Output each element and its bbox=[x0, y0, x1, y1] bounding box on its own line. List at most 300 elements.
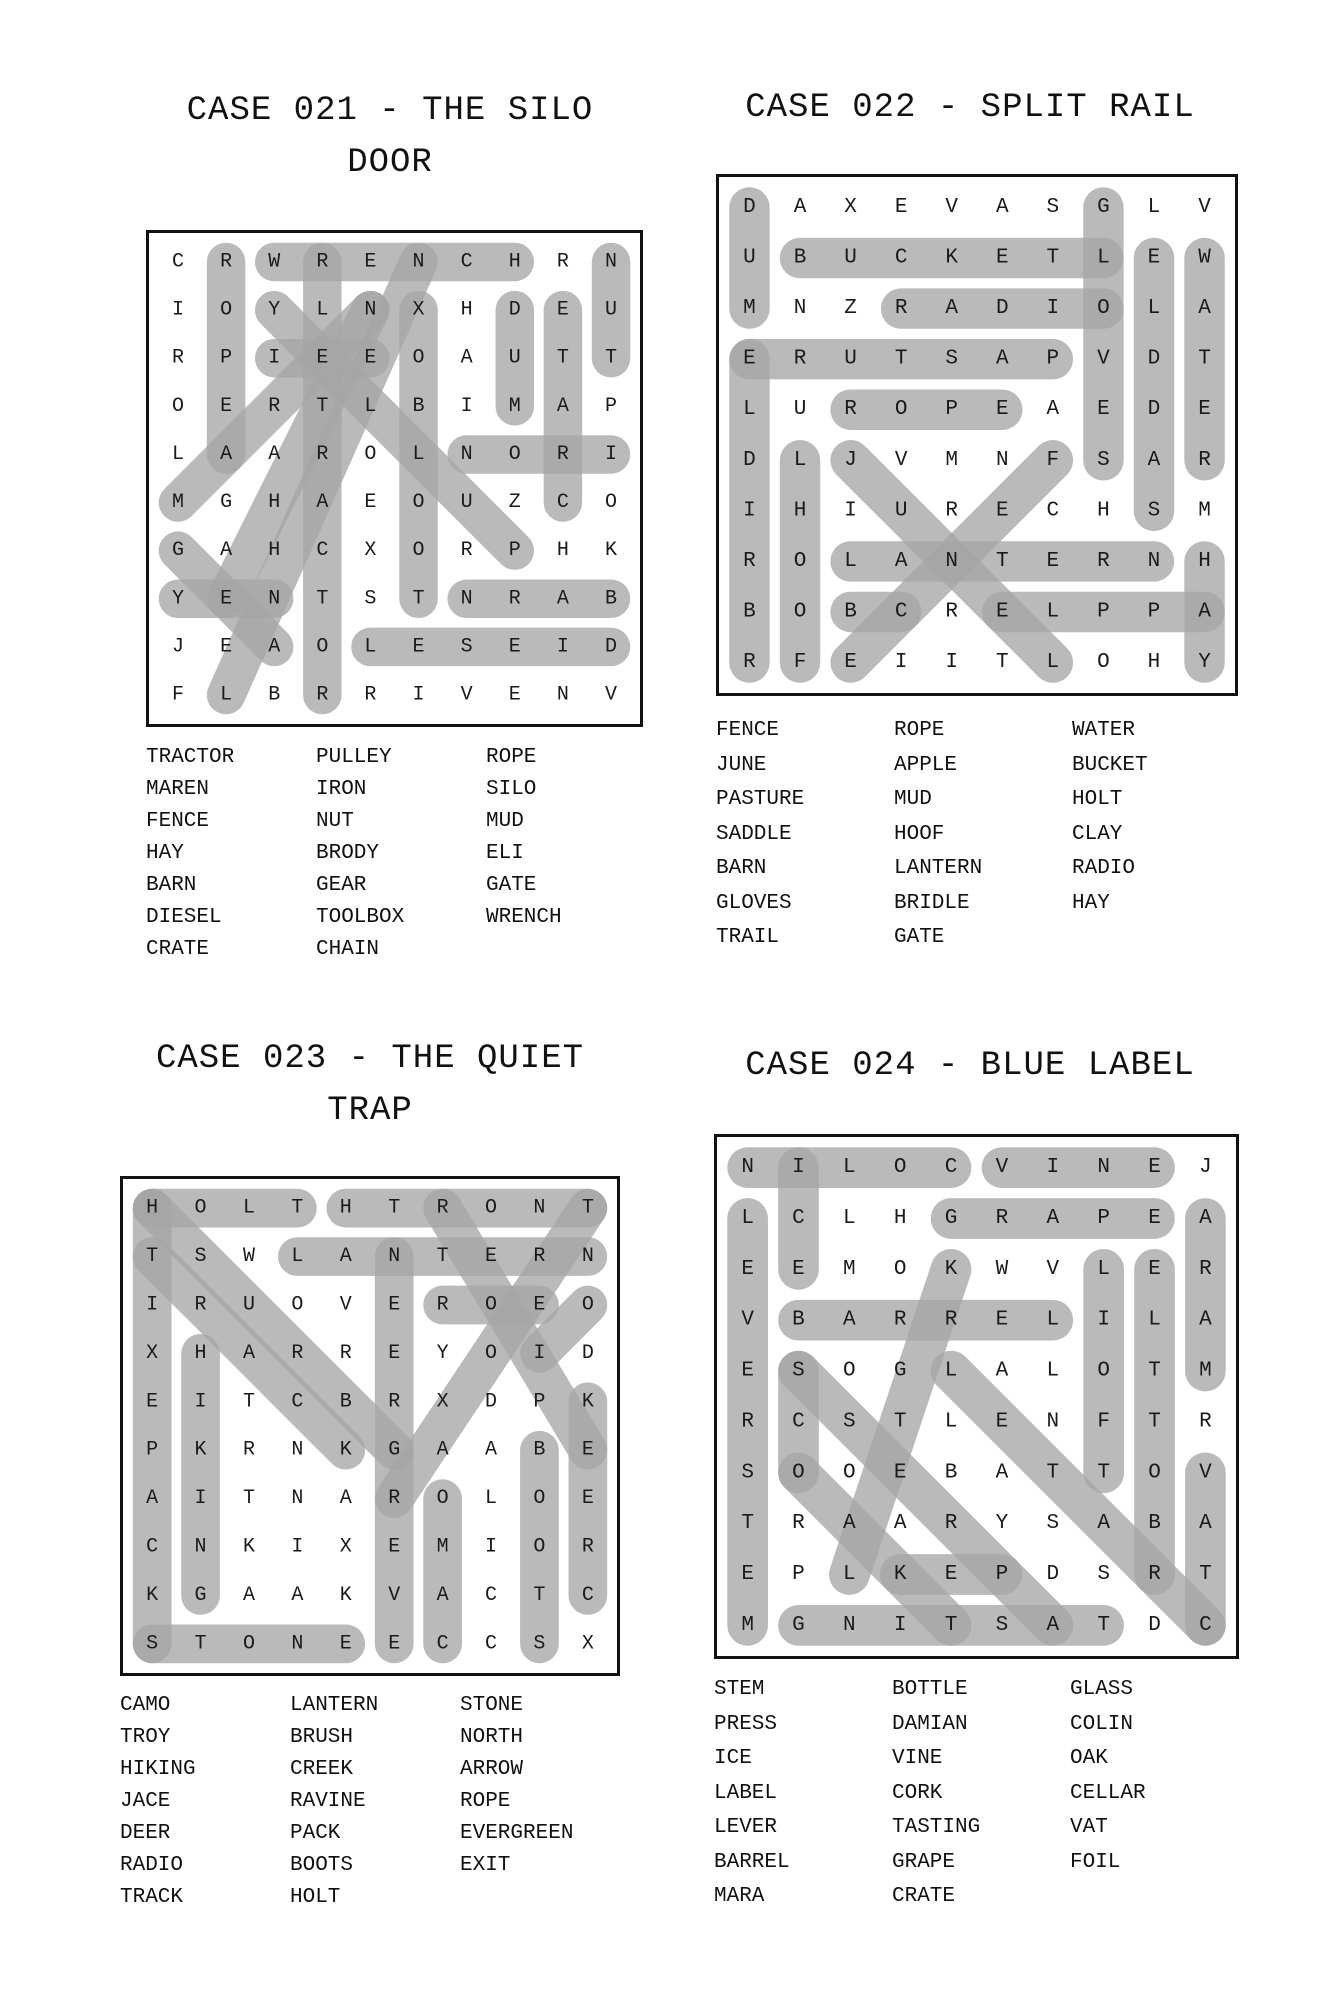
word-list-item: LANTERN bbox=[290, 1694, 379, 1717]
grid-letter: A bbox=[485, 1438, 498, 1462]
grid-letter: T bbox=[944, 1613, 958, 1637]
grid-letter: T bbox=[1199, 1563, 1212, 1587]
grid-letter: D bbox=[508, 298, 521, 322]
grid-letter: F bbox=[171, 683, 184, 707]
grid-letter: R bbox=[388, 1390, 401, 1414]
grid-letter: A bbox=[1147, 448, 1161, 472]
grid-letter: H bbox=[460, 298, 473, 322]
grid-letter: E bbox=[220, 587, 233, 611]
grid-letter: R bbox=[944, 1308, 958, 1332]
grid-letter: O bbox=[1097, 297, 1110, 321]
grid-letter: A bbox=[1046, 1613, 1060, 1637]
grid-letter: E bbox=[146, 1390, 159, 1414]
grid-letter: L bbox=[364, 635, 377, 659]
grid-letter: N bbox=[460, 442, 473, 466]
grid-letter: H bbox=[268, 539, 281, 563]
word-list-item: NUT bbox=[316, 810, 354, 833]
word-list-item: FENCE bbox=[146, 810, 210, 833]
grid-letter: I bbox=[194, 1390, 207, 1414]
grid-letter: J bbox=[171, 635, 184, 659]
grid-letter: C bbox=[1046, 499, 1060, 523]
word-list-item: ROPE bbox=[894, 719, 945, 742]
word-list-item: ICE bbox=[714, 1747, 752, 1770]
word-list-item: MUD bbox=[486, 810, 524, 833]
grid-letter: T bbox=[242, 1487, 255, 1511]
grid-letter: N bbox=[291, 1487, 304, 1511]
grid-letter: O bbox=[194, 1196, 207, 1220]
grid-letter: O bbox=[508, 442, 521, 466]
grid-letter: O bbox=[893, 1156, 907, 1180]
grid-letter: R bbox=[436, 1293, 449, 1317]
grid-letter: C bbox=[581, 1583, 594, 1607]
word-list-item: JUNE bbox=[716, 753, 767, 777]
grid-letter: N bbox=[605, 250, 618, 274]
grid-letter: H bbox=[893, 1206, 907, 1230]
grid-letter: T bbox=[893, 1410, 907, 1434]
grid-letter: A bbox=[436, 1438, 449, 1462]
grid-letter: O bbox=[843, 1359, 856, 1383]
grid-letter: I bbox=[605, 442, 618, 466]
grid-letter: G bbox=[388, 1438, 401, 1462]
grid-letter: J bbox=[1199, 1156, 1212, 1180]
word-list-item: ARROW bbox=[460, 1758, 524, 1781]
grid-letter: R bbox=[995, 1206, 1009, 1230]
grid-letter: E bbox=[894, 195, 908, 219]
grid-letter: N bbox=[1046, 1410, 1060, 1434]
word-list-item: ROPE bbox=[460, 1790, 511, 1813]
grid-letter: D bbox=[1147, 398, 1161, 422]
grid-letter: S bbox=[843, 1410, 856, 1434]
grid-letter: M bbox=[436, 1535, 449, 1559]
grid-letter: O bbox=[533, 1535, 546, 1559]
grid-letter: T bbox=[316, 394, 329, 418]
grid-letter: E bbox=[741, 1257, 754, 1281]
grid-letter: O bbox=[581, 1293, 594, 1317]
grid-letter: U bbox=[793, 398, 807, 422]
grid-letter: R bbox=[844, 398, 857, 422]
grid-letter: E bbox=[995, 1308, 1009, 1332]
word-list-item: FOIL bbox=[1070, 1850, 1121, 1874]
grid-letter: U bbox=[460, 491, 473, 515]
word-list-item: HAY bbox=[146, 842, 184, 865]
word-list-item: GLOVES bbox=[716, 891, 792, 915]
grid-letter: T bbox=[1148, 1359, 1161, 1383]
grid-letter: N bbox=[945, 549, 959, 573]
grid-letter: R bbox=[508, 587, 521, 611]
grid-letter: X bbox=[364, 539, 377, 563]
grid-letter: T bbox=[1046, 246, 1060, 270]
grid-letter: U bbox=[844, 246, 857, 270]
grid-letter: C bbox=[792, 1410, 805, 1434]
letter-grid bbox=[146, 230, 643, 727]
grid-letter: A bbox=[1199, 1206, 1212, 1230]
grid-letter: B bbox=[339, 1390, 352, 1414]
grid-letter: C bbox=[894, 600, 908, 624]
grid-letter: L bbox=[485, 1487, 498, 1511]
grid-letter: M bbox=[1198, 499, 1211, 523]
grid-letter: C bbox=[316, 539, 329, 563]
grid-letter: R bbox=[436, 1196, 449, 1220]
grid-letter: K bbox=[146, 1583, 159, 1607]
grid-letter: E bbox=[508, 635, 521, 659]
grid-letter: R bbox=[945, 600, 959, 624]
grid-letter: E bbox=[1148, 1257, 1161, 1281]
grid-letter: U bbox=[894, 499, 908, 523]
grid-letter: R bbox=[364, 683, 377, 707]
word-list-item: CORK bbox=[892, 1781, 943, 1805]
word-list-item: TOOLBOX bbox=[316, 906, 405, 929]
grid-letter: R bbox=[1198, 448, 1211, 472]
word-list-item: IRON bbox=[316, 778, 367, 801]
word-list-item: SILO bbox=[486, 778, 537, 801]
grid-letter: I bbox=[792, 1156, 805, 1180]
grid-letter: H bbox=[1147, 651, 1161, 675]
puzzle-title: CASE 023 - THE QUIET TRAP bbox=[155, 1040, 585, 1130]
grid-letter: U bbox=[508, 346, 521, 370]
grid-letter: R bbox=[893, 1308, 907, 1332]
grid-letter: R bbox=[1097, 549, 1110, 573]
grid-letter: R bbox=[556, 250, 569, 274]
grid-letter: Y bbox=[995, 1512, 1009, 1536]
word-list-item: RAVINE bbox=[290, 1790, 366, 1813]
word-list-item: PASTURE bbox=[716, 788, 805, 811]
grid-letter: O bbox=[793, 600, 807, 624]
grid-letter: N bbox=[843, 1613, 856, 1637]
grid-letter: S bbox=[364, 587, 377, 611]
grid-letter: R bbox=[171, 346, 184, 370]
grid-letter: I bbox=[844, 499, 857, 523]
grid-letter: V bbox=[995, 1156, 1009, 1180]
grid-letter: B bbox=[533, 1438, 546, 1462]
grid-letter: K bbox=[194, 1438, 207, 1462]
grid-letter: O bbox=[291, 1293, 304, 1317]
grid-letter: I bbox=[412, 683, 425, 707]
grid-letter: E bbox=[1148, 1156, 1161, 1180]
word-list-column bbox=[460, 1690, 573, 1882]
grid-letter: M bbox=[843, 1257, 856, 1281]
grid-letter: E bbox=[508, 683, 521, 707]
grid-letter: C bbox=[485, 1632, 498, 1656]
grid-letter: A bbox=[843, 1512, 856, 1536]
grid-letter: A bbox=[436, 1583, 449, 1607]
grid-letter: I bbox=[1046, 1156, 1060, 1180]
grid-letter: E bbox=[893, 1461, 907, 1485]
grid-letter: R bbox=[793, 347, 807, 371]
grid-letter: I bbox=[460, 394, 473, 418]
grid-letter: C bbox=[171, 250, 184, 274]
grid-letter: R bbox=[1199, 1410, 1212, 1434]
grid-letter: A bbox=[1046, 398, 1060, 422]
grid-letter: H bbox=[339, 1196, 352, 1220]
grid-letter: E bbox=[741, 1359, 754, 1383]
grid-letter: I bbox=[743, 499, 756, 523]
letter-grid bbox=[714, 1134, 1239, 1659]
grid-letter: L bbox=[291, 1245, 304, 1269]
grid-letter: O bbox=[412, 539, 425, 563]
grid-letter: O bbox=[485, 1293, 498, 1317]
grid-letter: H bbox=[508, 250, 521, 274]
grid-letter: S bbox=[1097, 1563, 1110, 1587]
grid-letter: B bbox=[605, 587, 618, 611]
grid-letter: E bbox=[995, 1410, 1009, 1434]
grid-letter: K bbox=[339, 1438, 352, 1462]
grid-letter: A bbox=[556, 587, 569, 611]
grid-letter: E bbox=[533, 1293, 546, 1317]
grid-letter: O bbox=[1097, 1359, 1110, 1383]
word-list-item: TRACTOR bbox=[146, 746, 235, 769]
grid-letter: L bbox=[1097, 246, 1110, 270]
grid-letter: X bbox=[412, 298, 425, 322]
grid-letter: T bbox=[533, 1583, 546, 1607]
grid-letter: T bbox=[894, 347, 908, 371]
grid-letter: R bbox=[316, 250, 329, 274]
grid-letter: L bbox=[242, 1196, 255, 1220]
word-list-item: CAMO bbox=[120, 1694, 171, 1717]
grid-letter: D bbox=[581, 1341, 594, 1365]
grid-letter: O bbox=[605, 491, 618, 515]
grid-letter: X bbox=[436, 1390, 449, 1414]
grid-letter: I bbox=[146, 1293, 159, 1317]
word-list-column bbox=[120, 1690, 196, 1914]
word-list-item: TRACK bbox=[120, 1886, 184, 1909]
grid-letter: F bbox=[1046, 448, 1060, 472]
grid-letter: B bbox=[793, 246, 807, 270]
word-list-item: RADIO bbox=[1072, 857, 1136, 880]
grid-letter: E bbox=[1147, 246, 1161, 270]
grid-letter: M bbox=[171, 491, 184, 515]
grid-letter: P bbox=[146, 1438, 159, 1462]
grid-letter: E bbox=[995, 398, 1009, 422]
grid-letter: C bbox=[485, 1583, 498, 1607]
grid-letter: S bbox=[995, 1613, 1009, 1637]
word-list-item: HOOF bbox=[894, 822, 945, 846]
word-list-item: OAK bbox=[1070, 1747, 1108, 1770]
word-list-item: GATE bbox=[486, 874, 537, 897]
word-list-item: PACK bbox=[290, 1822, 341, 1845]
grid-letter: D bbox=[485, 1390, 498, 1414]
grid-letter: D bbox=[995, 297, 1009, 321]
grid-letter: L bbox=[1046, 1308, 1060, 1332]
word-list-column bbox=[146, 742, 234, 966]
grid-letter: T bbox=[194, 1632, 207, 1656]
grid-letter: L bbox=[843, 1206, 856, 1230]
grid-letter: C bbox=[291, 1390, 304, 1414]
grid-letter: G bbox=[893, 1359, 907, 1383]
grid-letter: L bbox=[364, 394, 377, 418]
grid-letter: R bbox=[388, 1487, 401, 1511]
grid-canvas bbox=[149, 233, 640, 724]
grid-letter: D bbox=[743, 195, 756, 219]
grid-letter: L bbox=[1148, 1308, 1161, 1332]
grid-letter: B bbox=[844, 600, 857, 624]
grid-letter: E bbox=[364, 491, 377, 515]
grid-letter: D bbox=[605, 635, 618, 659]
grid-letter: R bbox=[220, 250, 233, 274]
grid-letter: N bbox=[460, 587, 473, 611]
word-list-item: LANTERN bbox=[894, 857, 983, 880]
grid-letter: M bbox=[741, 1613, 754, 1637]
word-list-item: WRENCH bbox=[486, 906, 562, 929]
grid-letter: R bbox=[1199, 1257, 1212, 1281]
grid-letter: A bbox=[1198, 600, 1211, 624]
grid-letter: T bbox=[1046, 1461, 1060, 1485]
grid-letter: P bbox=[792, 1563, 805, 1587]
grid-letter: T bbox=[242, 1390, 255, 1414]
grid-letter: R bbox=[316, 442, 329, 466]
grid-letter: S bbox=[1046, 195, 1060, 219]
word-list-item: BARREL bbox=[714, 1850, 790, 1874]
grid-letter: P bbox=[605, 394, 618, 418]
grid-letter: L bbox=[412, 442, 425, 466]
grid-letter: H bbox=[1097, 499, 1110, 523]
grid-letter: N bbox=[291, 1632, 304, 1656]
puzzle-title: CASE 022 - SPLIT RAIL bbox=[745, 89, 1195, 127]
word-list-item: BRUSH bbox=[290, 1726, 354, 1749]
word-list-item: BRIDLE bbox=[894, 891, 970, 915]
grid-letter: R bbox=[581, 1535, 594, 1559]
word-list-item: VAT bbox=[1070, 1816, 1108, 1839]
grid-letter: E bbox=[1198, 398, 1211, 422]
grid-letter: I bbox=[1046, 297, 1060, 321]
word-list-item: MUD bbox=[894, 788, 932, 811]
grid-letter: U bbox=[743, 246, 756, 270]
grid-letter: O bbox=[412, 491, 425, 515]
word-list-item: BOTTLE bbox=[892, 1678, 968, 1701]
grid-letter: E bbox=[995, 600, 1009, 624]
grid-letter: N bbox=[741, 1156, 754, 1180]
word-list-column bbox=[714, 1673, 790, 1915]
grid-letter: O bbox=[533, 1487, 546, 1511]
grid-letter: R bbox=[792, 1512, 805, 1536]
grid-letter: T bbox=[995, 651, 1009, 675]
grid-letter: A bbox=[316, 491, 329, 515]
grid-letter: K bbox=[605, 539, 618, 563]
grid-letter: A bbox=[291, 1583, 304, 1607]
grid-letter: O bbox=[412, 346, 425, 370]
grid-letter: L bbox=[1046, 1359, 1060, 1383]
grid-letter: B bbox=[412, 394, 425, 418]
grid-letter: V bbox=[1198, 195, 1211, 219]
word-list-item: TRAIL bbox=[716, 926, 780, 949]
word-list-item: MAREN bbox=[146, 778, 210, 801]
grid-letter: L bbox=[316, 298, 329, 322]
grid-letter: B bbox=[1148, 1512, 1161, 1536]
word-list-item: COLIN bbox=[1070, 1712, 1134, 1736]
grid-letter: K bbox=[893, 1563, 907, 1587]
grid-letter: R bbox=[741, 1410, 754, 1434]
grid-letter: I bbox=[485, 1535, 498, 1559]
word-list-item: STEM bbox=[714, 1678, 765, 1701]
grid-letter: P bbox=[533, 1390, 546, 1414]
grid-letter: G bbox=[792, 1613, 805, 1637]
grid-letter: R bbox=[316, 683, 329, 707]
grid-letter: M bbox=[508, 394, 521, 418]
grid-letter: R bbox=[291, 1341, 304, 1365]
grid-letter: R bbox=[533, 1245, 546, 1269]
grid-letter: T bbox=[291, 1196, 304, 1220]
grid-letter: Y bbox=[1198, 651, 1211, 675]
grid-letter: N bbox=[995, 448, 1009, 472]
grid-letter: H bbox=[556, 539, 569, 563]
grid-letter: N bbox=[793, 297, 807, 321]
grid-letter: G bbox=[944, 1206, 958, 1230]
grid-letter: I bbox=[894, 651, 908, 675]
grid-letter: I bbox=[893, 1613, 907, 1637]
grid-letter: A bbox=[945, 297, 959, 321]
grid-letter: T bbox=[995, 549, 1009, 573]
grid-letter: L bbox=[843, 1156, 856, 1180]
grid-letter: R bbox=[194, 1293, 207, 1317]
word-list-item: VINE bbox=[892, 1747, 943, 1770]
grid-letter: U bbox=[242, 1293, 255, 1317]
grid-letter: B bbox=[743, 600, 756, 624]
grid-letter: V bbox=[1046, 1257, 1060, 1281]
word-list-column bbox=[290, 1690, 378, 1914]
grid-letter: F bbox=[793, 651, 807, 675]
grid-letter: T bbox=[412, 587, 425, 611]
grid-letter: O bbox=[793, 549, 807, 573]
grid-letter: A bbox=[1046, 1206, 1060, 1230]
grid-letter: C bbox=[792, 1206, 805, 1230]
grid-letter: E bbox=[220, 635, 233, 659]
word-list-item: WATER bbox=[1072, 719, 1136, 742]
grid-letter: O bbox=[1097, 651, 1110, 675]
grid-letter: A bbox=[793, 195, 807, 219]
grid-letter: E bbox=[995, 499, 1009, 523]
grid-letter: P bbox=[1097, 600, 1110, 624]
word-list-item: BRODY bbox=[316, 842, 380, 865]
grid-letter: I bbox=[556, 635, 569, 659]
grid-letter: B bbox=[944, 1461, 958, 1485]
grid-letter: K bbox=[242, 1535, 255, 1559]
grid-letter: A bbox=[1199, 1512, 1212, 1536]
grid-letter: V bbox=[1097, 347, 1110, 371]
word-list-item: STONE bbox=[460, 1694, 524, 1717]
grid-letter: K bbox=[945, 246, 959, 270]
grid-letter: Y bbox=[171, 587, 184, 611]
grid-letter: L bbox=[171, 442, 184, 466]
grid-letter: D bbox=[743, 448, 756, 472]
grid-letter: U bbox=[605, 298, 618, 322]
grid-letter: L bbox=[1046, 600, 1060, 624]
grid-letter: O bbox=[1148, 1461, 1161, 1485]
grid-letter: H bbox=[194, 1341, 207, 1365]
word-list-item: CLAY bbox=[1072, 822, 1123, 846]
letter-grid bbox=[716, 174, 1238, 696]
word-list-item: EVERGREEN bbox=[460, 1822, 574, 1845]
word-list-item: BUCKET bbox=[1072, 753, 1148, 777]
grid-letter: A bbox=[1198, 297, 1211, 321]
grid-letter: E bbox=[1046, 549, 1060, 573]
grid-letter: N bbox=[1147, 549, 1161, 573]
grid-letter: R bbox=[945, 499, 959, 523]
grid-letter: L bbox=[1097, 1257, 1110, 1281]
grid-letter: T bbox=[388, 1196, 401, 1220]
grid-letter: V bbox=[605, 683, 618, 707]
grid-letter: O bbox=[843, 1461, 856, 1485]
grid-letter: K bbox=[944, 1257, 958, 1281]
grid-letter: L bbox=[844, 549, 857, 573]
grid-letter: I bbox=[268, 346, 281, 370]
grid-letter: N bbox=[581, 1245, 594, 1269]
grid-letter: E bbox=[388, 1341, 401, 1365]
grid-letter: O bbox=[364, 442, 377, 466]
grid-letter: R bbox=[339, 1341, 352, 1365]
grid-letter: V bbox=[339, 1293, 352, 1317]
grid-letter: V bbox=[388, 1583, 401, 1607]
grid-letter: E bbox=[581, 1438, 594, 1462]
grid-letter: V bbox=[460, 683, 473, 707]
